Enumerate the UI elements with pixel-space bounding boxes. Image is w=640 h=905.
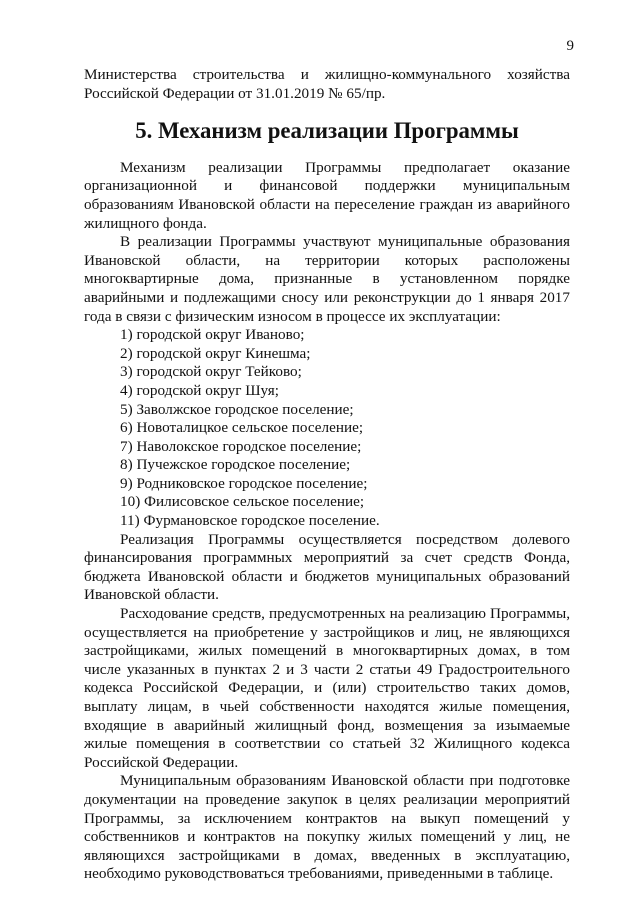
list-item: 3) городской округ Тейково; (120, 363, 302, 381)
list-item: 8) Пучежское городское поселение; (120, 456, 351, 474)
paragraph-mechanism: Механизм реализации Программы предполагает оказание организационной и финансовой поддержки муниципальным образованиям Ивановской области на переселение граждан из аварийного жилищного фонда. (84, 158, 570, 232)
list-item: 6) Новоталицкое сельское поселение; (120, 419, 364, 437)
list-item: 1) городской округ Иваново; (120, 326, 305, 344)
paragraph-spending: Расходование средств, предусмотренных на реализацию Программы, осуществляется на приобретение у застройщиков и лиц, не являющихся застройщиками, жилых помещений в многоквартирных домах, в том числе указанных в пунктах 2 и 3 части 2 статьи 49 Градостроительного кодекса Российской Федерации, и (или) строительство таких домов, выплату лицам, в чьей собственности находятся жилые помещения, входящие в аварийный жилищный фонд, возмещения за изымаемые жилые помещения в соответствии со статьей 32 Жилищного кодекса Российской Федерации. (84, 605, 570, 771)
participants-list (84, 326, 570, 531)
list-item: 9) Родниковское городское поселение; (120, 474, 368, 492)
page-number: 9 (566, 38, 574, 54)
list-item: 5) Заволжское городское поселение; (120, 400, 354, 418)
list-item: 4) городской округ Шуя; (120, 381, 279, 399)
document-body (84, 66, 570, 884)
paragraph-financing: Реализация Программы осуществляется посредством долевого финансирования программных мероприятий за счет средств Фонда, бюджета Ивановской области и бюджетов муниципальных образований Ивановской области. (84, 530, 570, 604)
section-title: 5. Механизм реализации Программы (135, 118, 519, 144)
paragraph-participants: В реализации Программы участвуют муниципальные образования Ивановской области, на территории которых расположены многоквартирные дома, признанные в установленном порядке аварийными и подлежащими сносу или реконструкции до 1 января 2017 года в связи с физическим износом в процессе их эксплуатации: (84, 233, 570, 325)
intro-paragraph: Министерства строительства и жилищно-коммунального хозяйства Российской Федерации от 31.01.2019 № 65/пр. (84, 66, 570, 102)
list-item: 7) Наволокское городское поселение; (120, 437, 362, 455)
paragraph-procurement: Муниципальным образованиям Ивановской области при подготовке документации на проведение закупок в целях реализации мероприятий Программы, за исключением контрактов на выкуп помещений у собственников и контрактов на покупку жилых помещений у лиц, не являющихся застройщиками в домах, введенных в эксплуатацию, необходимо руководствоваться требованиями, приведенными в таблице. (84, 772, 570, 883)
list-item: 2) городской округ Кинешма; (120, 344, 311, 362)
list-item: 10) Филисовское сельское поселение; (120, 493, 365, 511)
list-item: 11) Фурмановское городское поселение. (120, 512, 380, 530)
